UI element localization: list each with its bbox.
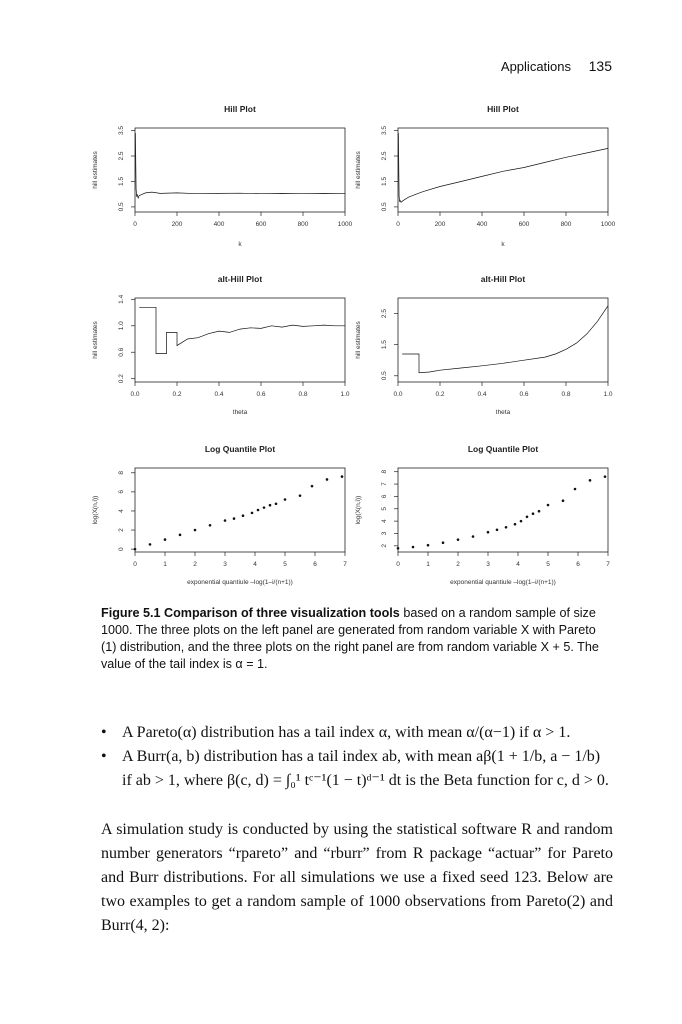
plot-bottom-left-xtick-label: 0 bbox=[133, 561, 137, 568]
plot-bottom-left-title: Log Quantile Plot bbox=[204, 444, 276, 454]
plot-bottom-right-point bbox=[514, 523, 517, 526]
plot-bottom-right-ytick-label: 5 bbox=[381, 506, 388, 511]
plot-mid-right-ytick-label: 1.5 bbox=[381, 340, 388, 350]
plot-bottom-right-xtick-label: 1 bbox=[426, 561, 430, 568]
plot-bottom-right-xtick-label: 7 bbox=[606, 561, 610, 568]
plot-bottom-right-ylabel: log(X(n,i)) bbox=[355, 495, 362, 525]
plot-bottom-right-point bbox=[472, 535, 475, 538]
plot-bottom-right-point bbox=[526, 515, 529, 518]
plot-bottom-left-xtick-label: 2 bbox=[193, 561, 197, 568]
plot-top-left-xtick-label: 200 bbox=[171, 221, 183, 228]
plot-mid-left-xtick-label: 1.0 bbox=[340, 391, 350, 398]
plot-mid-right-xtick-label: 1.0 bbox=[603, 391, 613, 398]
plot-top-right-ytick-label: 3.5 bbox=[381, 126, 388, 136]
plot-bottom-right-ytick-label: 4 bbox=[381, 519, 388, 523]
plot-top-left-xtick-label: 1000 bbox=[337, 221, 353, 228]
plot-bottom-right-title: Log Quantile Plot bbox=[467, 444, 539, 454]
plot-bottom-left-ytick-label: 4 bbox=[118, 509, 125, 513]
figure-caption bbox=[101, 605, 613, 673]
caption-text: based on a random sample of size 1000. The three plots on the left panel are generated from random variable X with Pareto (1) distribution, and the three plots on the right panel are from random variable X + 5. The value of the tail index is α = 1. bbox=[101, 606, 599, 671]
plot-top-left-xtick-label: 400 bbox=[213, 221, 225, 228]
plot-mid-right-xtick-label: 0.2 bbox=[435, 391, 445, 398]
plot-mid-right-title: alt-Hill Plot bbox=[480, 274, 526, 284]
plot-bottom-right-xtick-label: 0 bbox=[396, 561, 400, 568]
plot-top-left-xlabel: k bbox=[238, 241, 242, 248]
plot-bottom-right-point bbox=[574, 488, 577, 491]
plot-bottom-right-ytick-label: 7 bbox=[381, 482, 388, 486]
plot-bottom-left-xtick-label: 6 bbox=[313, 561, 317, 568]
plot-mid-left-xtick-label: 0.8 bbox=[298, 391, 308, 398]
plot-top-left-ytick-label: 1.5 bbox=[118, 176, 125, 186]
plot-bottom-left-point bbox=[275, 502, 278, 505]
plot-mid-left-ytick-label: 1.4 bbox=[118, 294, 125, 304]
plot-bottom-right-xtick-label: 5 bbox=[546, 561, 550, 568]
plot-top-left-xtick-label: 600 bbox=[255, 221, 267, 228]
plot-bottom-right-point bbox=[532, 512, 535, 515]
plot-mid-right-ytick-label: 0.5 bbox=[381, 371, 388, 381]
plot-top-right-xlabel: k bbox=[501, 241, 505, 248]
plot-bottom-left-xlabel: exponential quantiule –log(1–i/(n+1)) bbox=[187, 579, 293, 586]
plot-bottom-left-point bbox=[134, 548, 137, 551]
plot-bottom-right-point bbox=[505, 526, 508, 529]
plot-bottom-left-point bbox=[194, 529, 197, 532]
plot-top-left-ytick-label: 0.5 bbox=[118, 202, 125, 212]
plot-bottom-left-point bbox=[164, 538, 167, 541]
plot-bottom-left-point bbox=[311, 485, 314, 488]
plot-bottom-left-xtick-label: 3 bbox=[223, 561, 227, 568]
plot-bottom-left-frame bbox=[135, 468, 345, 552]
plot-bottom-right-point bbox=[538, 510, 541, 513]
plot-top-right-xtick-label: 600 bbox=[518, 221, 530, 228]
plot-bottom-right-point bbox=[562, 499, 565, 502]
plot-mid-right-ylabel: hill estimates bbox=[355, 321, 362, 359]
plot-mid-left-xtick-label: 0.2 bbox=[172, 391, 182, 398]
plot-top-right-ytick-label: 0.5 bbox=[381, 202, 388, 212]
plot-top-left-ytick-label: 2.5 bbox=[118, 151, 125, 161]
plot-bottom-right-xtick-label: 6 bbox=[576, 561, 580, 568]
plot-bottom-right-xtick-label: 3 bbox=[486, 561, 490, 568]
plot-bottom-left-ylabel: log(X(n,i)) bbox=[92, 495, 99, 525]
plot-bottom-left-point bbox=[299, 494, 302, 497]
plot-bottom-right-frame bbox=[398, 468, 608, 552]
plot-bottom-right-point bbox=[589, 479, 592, 482]
plot-bottom-left-point bbox=[263, 506, 266, 509]
plot-bottom-left-point bbox=[326, 478, 329, 481]
plot-bottom-right-point bbox=[547, 504, 550, 507]
plot-bottom-right-ytick-label: 8 bbox=[381, 469, 388, 474]
plot-mid-left-ytick-label: 0.2 bbox=[118, 374, 125, 384]
plot-bottom-left-point bbox=[224, 519, 227, 522]
bullet-burr: • A Burr(a, b) distribution has a tail index ab, with mean aβ(1 + 1/b, a − 1/b) if ab > 1, where β(c, d) = ∫₀¹ tᶜ⁻¹(1 − t)ᵈ⁻¹ dt is the Beta function for c, d > 0. bbox=[101, 745, 613, 793]
plot-bottom-right-xtick-label: 4 bbox=[516, 561, 520, 568]
plot-top-left-title: Hill Plot bbox=[224, 104, 256, 114]
caption-title: Comparison of three visualization tools bbox=[164, 606, 400, 620]
plot-bottom-right-point bbox=[496, 528, 499, 531]
bullet-pareto: • A Pareto(α) distribution has a tail index α, with mean α/(α−1) if α > 1. bbox=[101, 721, 613, 745]
plot-bottom-left-point bbox=[251, 512, 254, 515]
section-title: Applications bbox=[500, 59, 572, 74]
plot-mid-left-xtick-label: 0.6 bbox=[256, 391, 266, 398]
plot-bottom-right-point bbox=[427, 544, 430, 547]
plot-bottom-left-xtick-label: 4 bbox=[253, 561, 257, 568]
plot-bottom-left-xtick-label: 7 bbox=[343, 561, 347, 568]
plot-bottom-left-point bbox=[269, 504, 272, 507]
plot-top-right-ylabel: hill estimates bbox=[355, 151, 362, 189]
plot-bottom-left-point bbox=[341, 475, 344, 478]
bullet-list bbox=[101, 721, 613, 793]
caption-label: Figure 5.1 bbox=[101, 606, 161, 620]
plot-mid-left-ylabel: hill estimates bbox=[92, 321, 99, 359]
plot-top-left-frame bbox=[135, 128, 345, 212]
plot-bottom-left-point bbox=[233, 517, 236, 520]
plot-bottom-left-ytick-label: 6 bbox=[118, 490, 125, 494]
plot-bottom-right-point bbox=[412, 546, 415, 549]
plot-top-left-series-line bbox=[135, 133, 345, 198]
plot-bottom-left-point bbox=[209, 524, 212, 527]
plot-mid-right-xtick-label: 0.0 bbox=[393, 391, 403, 398]
plot-top-right-xtick-label: 1000 bbox=[600, 221, 616, 228]
plot-top-right-xtick-label: 400 bbox=[476, 221, 488, 228]
plot-top-left-ytick-label: 3.5 bbox=[118, 126, 125, 136]
plot-top-right-series-line bbox=[398, 133, 608, 202]
plot-top-left-ylabel: hill estimates bbox=[92, 151, 99, 189]
plot-bottom-right-point bbox=[457, 538, 460, 541]
plot-mid-left-xtick-label: 0.0 bbox=[130, 391, 140, 398]
plot-mid-left-title: alt-Hill Plot bbox=[217, 274, 263, 284]
plot-bottom-left-xtick-label: 1 bbox=[163, 561, 167, 568]
plot-bottom-left-point bbox=[257, 509, 260, 512]
plot-bottom-left-ytick-label: 2 bbox=[118, 528, 125, 532]
plot-top-right-frame bbox=[398, 128, 608, 212]
plot-bottom-left-ytick-label: 8 bbox=[118, 470, 125, 475]
plot-bottom-left-point bbox=[179, 534, 182, 537]
plot-mid-left-xtick-label: 0.4 bbox=[214, 391, 224, 398]
plot-bottom-right-ytick-label: 2 bbox=[381, 544, 388, 548]
plot-mid-left-ytick-label: 0.6 bbox=[118, 347, 125, 357]
plot-bottom-right-point bbox=[604, 475, 607, 478]
plot-bottom-right-point bbox=[520, 520, 523, 523]
plot-bottom-right-ytick-label: 6 bbox=[381, 494, 388, 499]
plot-top-left-xtick-label: 800 bbox=[297, 221, 309, 228]
plot-top-right-ytick-label: 1.5 bbox=[381, 176, 388, 186]
plot-top-left-xtick-label: 0 bbox=[133, 221, 137, 228]
plot-bottom-right-ytick-label: 3 bbox=[381, 531, 388, 536]
plot-mid-left-series-line bbox=[139, 307, 345, 353]
plot-top-right-xtick-label: 800 bbox=[560, 221, 572, 228]
plot-mid-right-xtick-label: 0.8 bbox=[561, 391, 571, 398]
plot-top-right-title: Hill Plot bbox=[487, 104, 519, 114]
body-paragraph: A simulation study is conducted by using the statistical software R and random number generators “rpareto” and “rburr” from R package “actuar” for Pareto and Burr distributions. For all simulations we use a fixed seed 123. Below are two examples to get a random sample of 1000 observations from Pareto(2) and Burr(4, 2): bbox=[101, 821, 613, 934]
plot-bottom-left-ytick-label: 0 bbox=[118, 547, 125, 551]
plot-top-right-xtick-label: 0 bbox=[396, 221, 400, 228]
plot-bottom-right-point bbox=[487, 531, 490, 534]
plot-bottom-right-point bbox=[397, 547, 400, 550]
plot-mid-right-xtick-label: 0.6 bbox=[519, 391, 529, 398]
plot-bottom-left-point bbox=[284, 498, 287, 501]
plot-mid-left-ytick-label: 1.0 bbox=[118, 321, 125, 331]
plot-bottom-left-point bbox=[149, 543, 152, 546]
plot-mid-right-xtick-label: 0.4 bbox=[477, 391, 487, 398]
plot-top-right-ytick-label: 2.5 bbox=[381, 151, 388, 161]
page-number: 135 bbox=[588, 58, 612, 74]
plot-bottom-right-xtick-label: 2 bbox=[456, 561, 460, 568]
plot-bottom-right-point bbox=[442, 541, 445, 544]
plot-mid-right-frame bbox=[398, 298, 608, 382]
plot-mid-right-series-line bbox=[402, 306, 608, 373]
plot-bottom-right-xlabel: exponential quantiule –log(1–i/(n+1)) bbox=[450, 579, 556, 586]
plot-mid-right-ytick-label: 2.5 bbox=[381, 309, 388, 319]
plot-mid-right-xlabel: theta bbox=[495, 409, 511, 416]
plot-top-right-xtick-label: 200 bbox=[434, 221, 446, 228]
plot-bottom-left-point bbox=[242, 514, 245, 517]
plot-mid-left-xlabel: theta bbox=[232, 409, 248, 416]
plot-bottom-left-xtick-label: 5 bbox=[283, 561, 287, 568]
